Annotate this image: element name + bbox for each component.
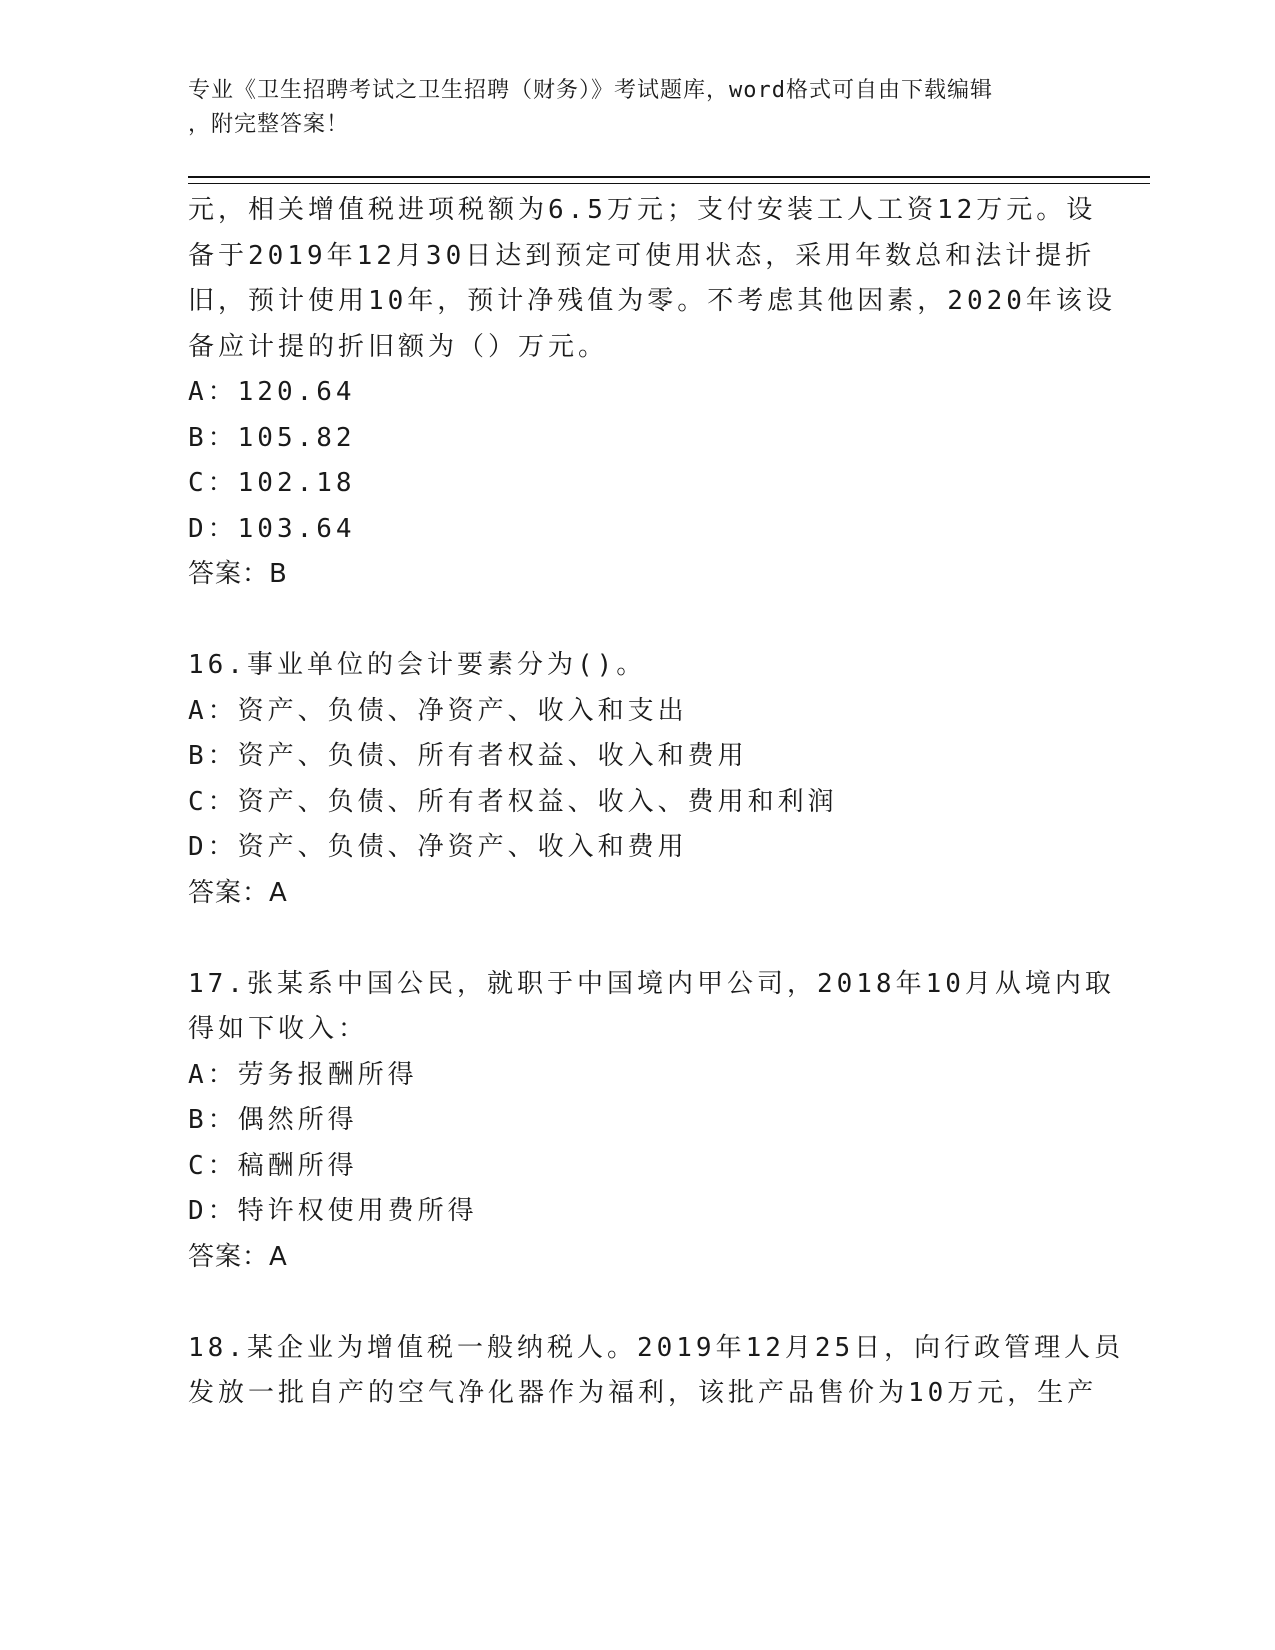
question-text-line: 备应计提的折旧额为（）万元。 (188, 331, 609, 362)
question-18 (188, 1326, 1125, 1417)
question-text-line: 元，相关增值税进项税额为6.5万元；支付安装工人工资12万元。设 (188, 195, 1097, 225)
answer: 答案：A (188, 1241, 288, 1272)
question-text-line: 18.某企业为增值税一般纳税人。2019年12月25日，向行政管理人员 (188, 1332, 1125, 1363)
option-a: A：资产、负债、净资产、收入和支出 (188, 695, 688, 726)
header-rule-thin (188, 183, 1150, 184)
answer: 答案：B (188, 559, 288, 589)
option-c: C：102.18 (188, 468, 356, 498)
question-15 (188, 188, 1116, 598)
option-d: D：资产、负债、净资产、收入和费用 (188, 832, 688, 862)
question-text-line: 备于2019年12月30日达到预定可使用状态，采用年数总和法计提折 (188, 240, 1096, 271)
option-d: D：103.64 (188, 513, 356, 544)
option-c: C：资产、负债、所有者权益、收入、费用和利润 (188, 786, 838, 817)
answer: 答案：A (188, 877, 288, 908)
header-line-1: 专业《卫生招聘考试之卫生招聘（财务）》考试题库，word格式可自由下载编辑 (188, 78, 993, 103)
option-d: D：特许权使用费所得 (188, 1196, 478, 1226)
question-17 (188, 962, 1115, 1281)
header-line-2: ，附完整答案！ (188, 112, 350, 137)
question-text-line: 得如下收入： (188, 1014, 369, 1044)
option-c: C：稿酬所得 (188, 1150, 358, 1181)
question-text-line: 旧，预计使用10年，预计净残值为零。不考虑其他因素，2020年该设 (188, 286, 1116, 316)
question-text-line: 16.事业单位的会计要素分为()。 (188, 650, 647, 680)
option-b: B：偶然所得 (188, 1105, 358, 1135)
document-header (188, 74, 1088, 142)
question-text-line: 发放一批自产的空气净化器作为福利，该批产品售价为10万元，生产 (188, 1378, 1098, 1408)
question-content (188, 188, 1125, 1417)
question-16 (188, 643, 1088, 916)
option-b: B：资产、负债、所有者权益、收入和费用 (188, 741, 748, 771)
question-text-line: 17.张某系中国公民，就职于中国境内甲公司，2018年10月从境内取 (188, 968, 1115, 999)
option-b: B：105.82 (188, 422, 356, 453)
header-rule-thick (188, 176, 1150, 178)
option-a: A：劳务报酬所得 (188, 1059, 418, 1090)
option-a: A：120.64 (188, 377, 356, 407)
